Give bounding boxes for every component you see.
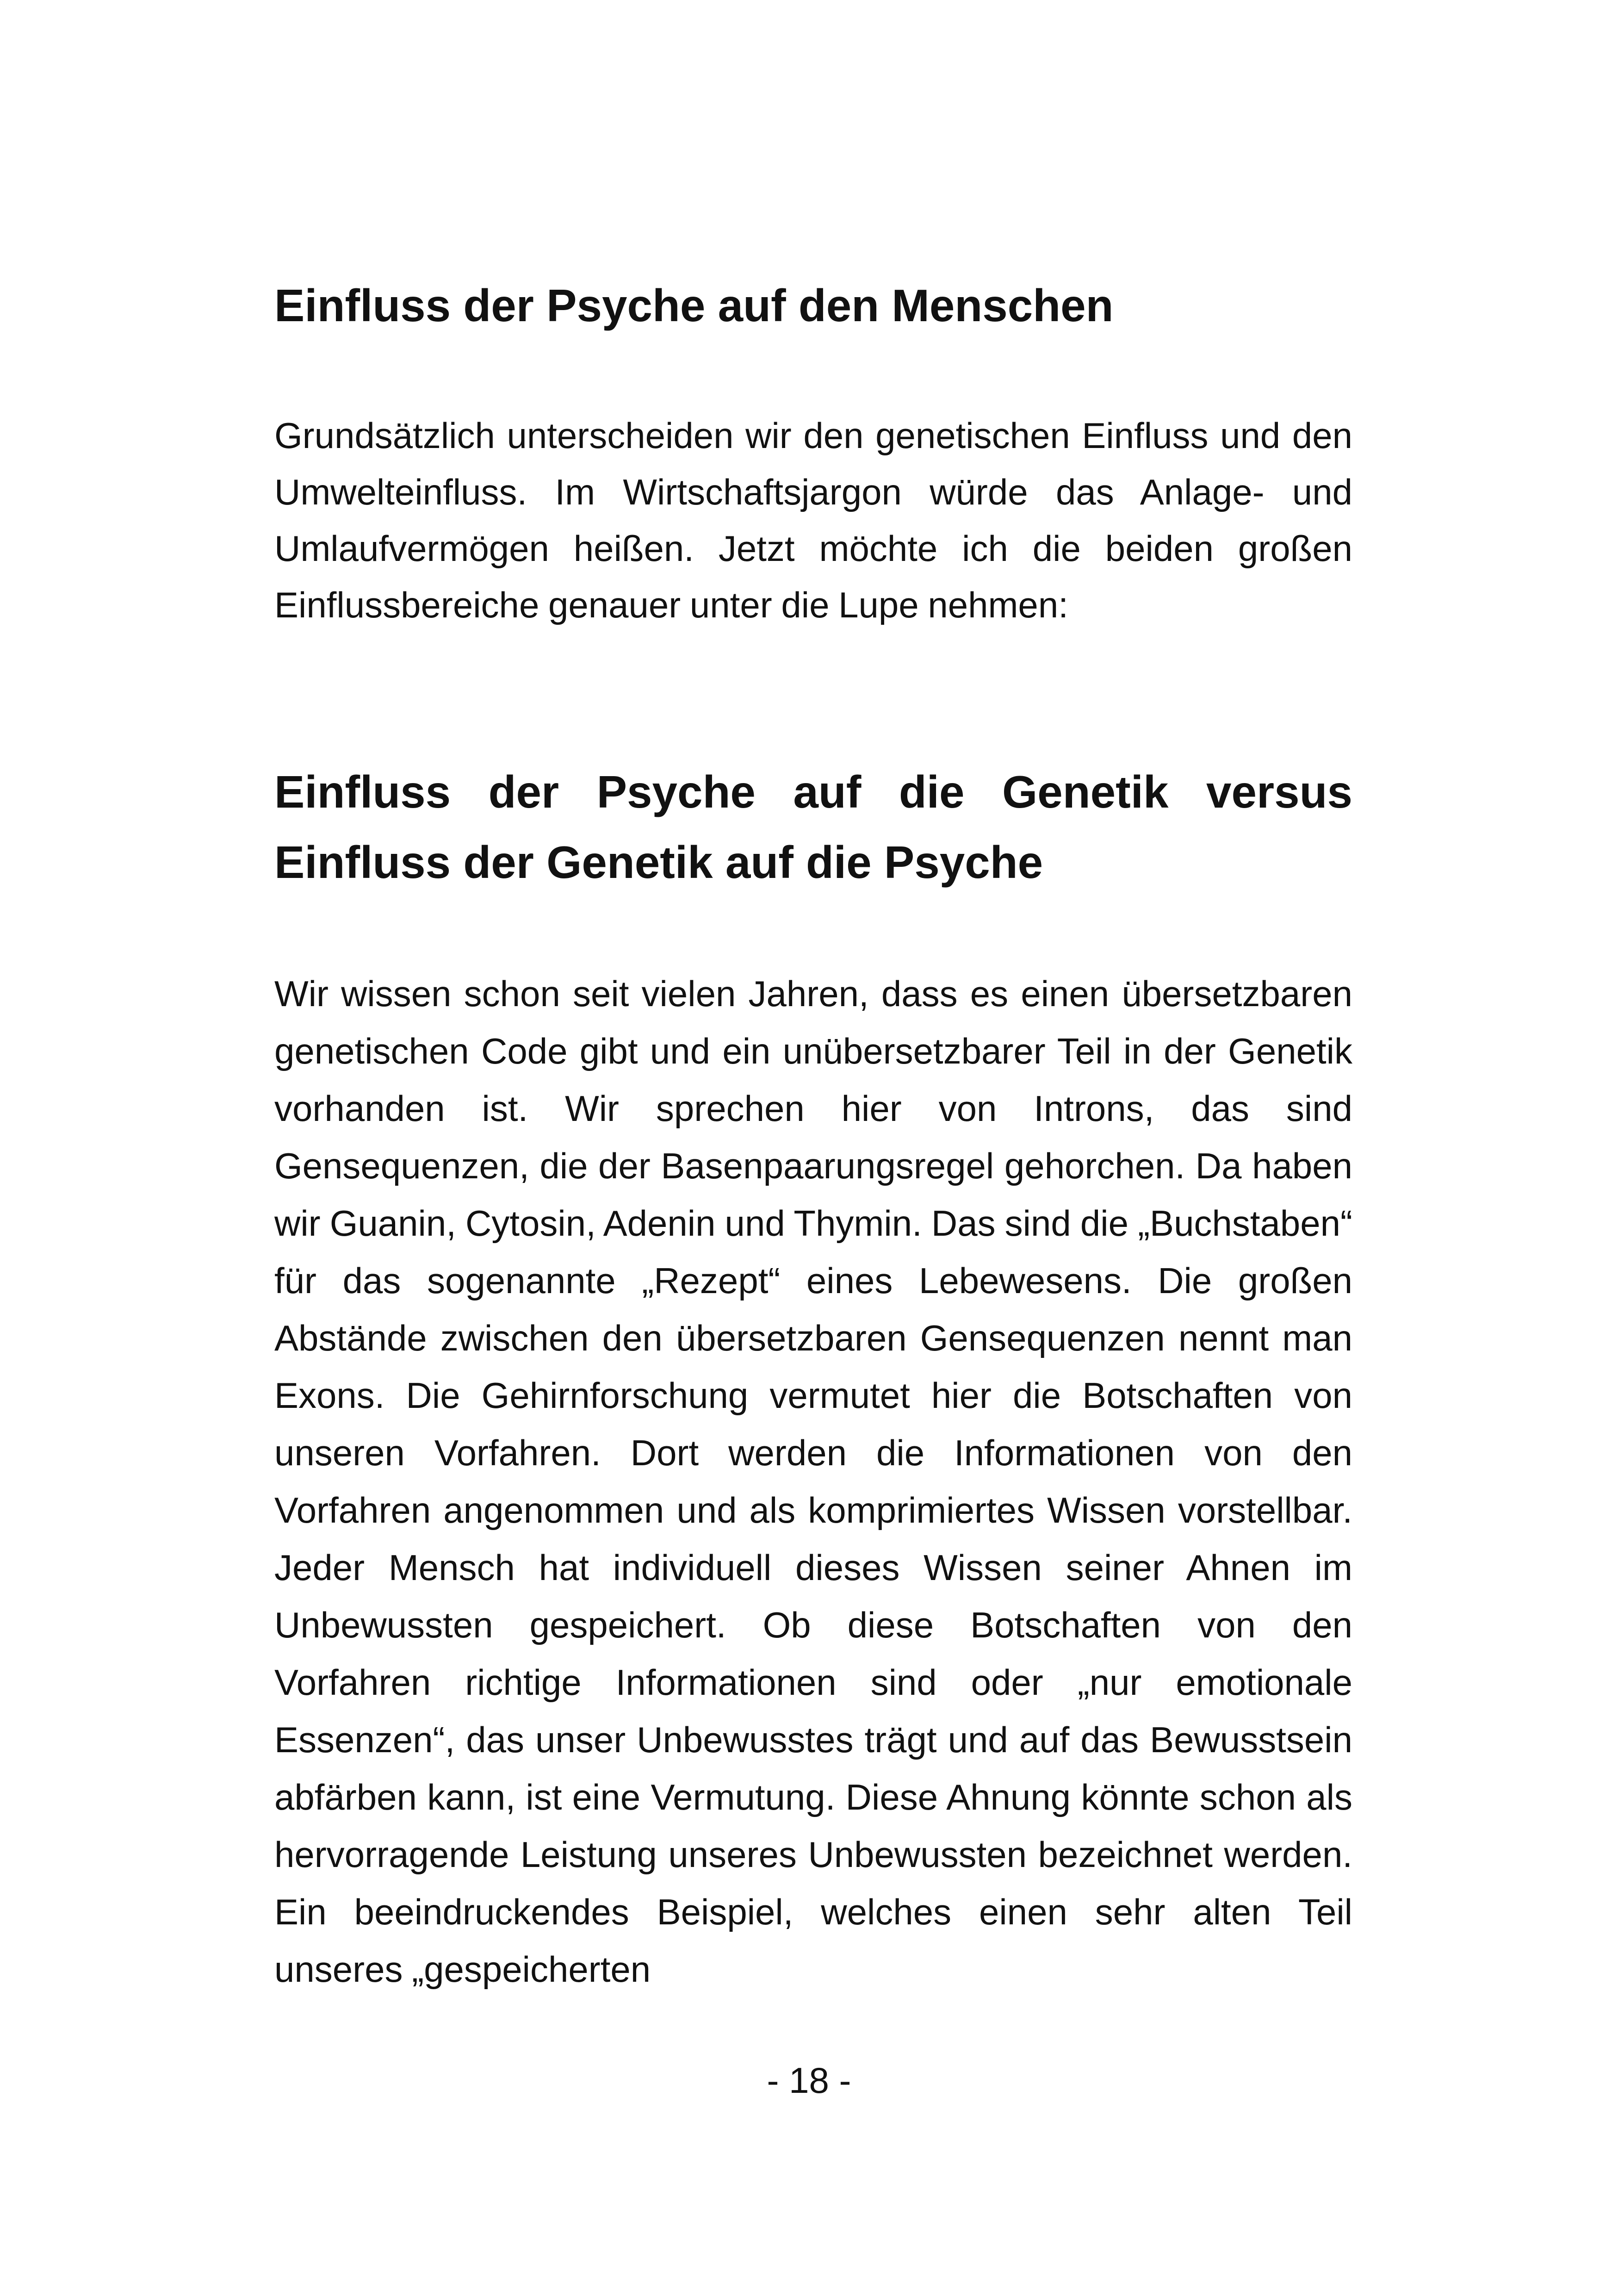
page-number: - 18 - (767, 2060, 851, 2101)
section-heading: Einfluss der Psyche auf den Menschen (274, 280, 1114, 331)
subsection-heading: Einfluss der Psyche auf die Genetik versus Einfluss der Genetik auf die Psyche (274, 766, 1352, 888)
body-paragraph: Wir wissen schon seit vielen Jahren, dass es einen übersetzbaren genetischen Code gibt und ein unübersetzbarer Teil in der Genetik vorhanden ist. Wir sprechen hier von Introns, das sind Gensequenzen, die der Basenpaarungsregel gehorchen. Da haben wir Guanin, Cytosin, Adenin und Thymin. Das sind die „Buchstaben“ für das sogenannte „Rezept“ eines Lebewesens. Die großen Abstände zwischen den übersetzbaren Gensequenzen nennt man Exons. Die Gehirnforschung vermutet hier die Botschaften von unseren Vorfahren. Dort werden die Informationen von den Vorfahren angenommen und als komprimiertes Wissen vorstellbar. Jeder Mensch hat individuell dieses Wissen seiner Ahnen im Unbewussten gespeichert. Ob diese Botschaften von den Vorfahren richtige Informationen sind oder „nur emotionale Essenzen“, das unser Unbewusstes trägt und auf das Bewusstsein abfärben kann, ist eine Vermutung. Diese Ahnung könnte schon als hervorragende Leistung unseres Unbewussten bezeichnet werden. Ein beeindruckendes Beispiel, welches einen sehr alten Teil unseres „gespeicherten (274, 973, 1352, 1990)
intro-paragraph: Grundsätzlich unterscheiden wir den genetischen Einfluss und den Umwelteinfluss. Im Wirtschaftsjargon würde das Anlage- und Umlaufvermögen heißen. Jetzt möchte ich die beiden großen Einflussbereiche genauer unter die Lupe nehmen: (274, 415, 1352, 625)
